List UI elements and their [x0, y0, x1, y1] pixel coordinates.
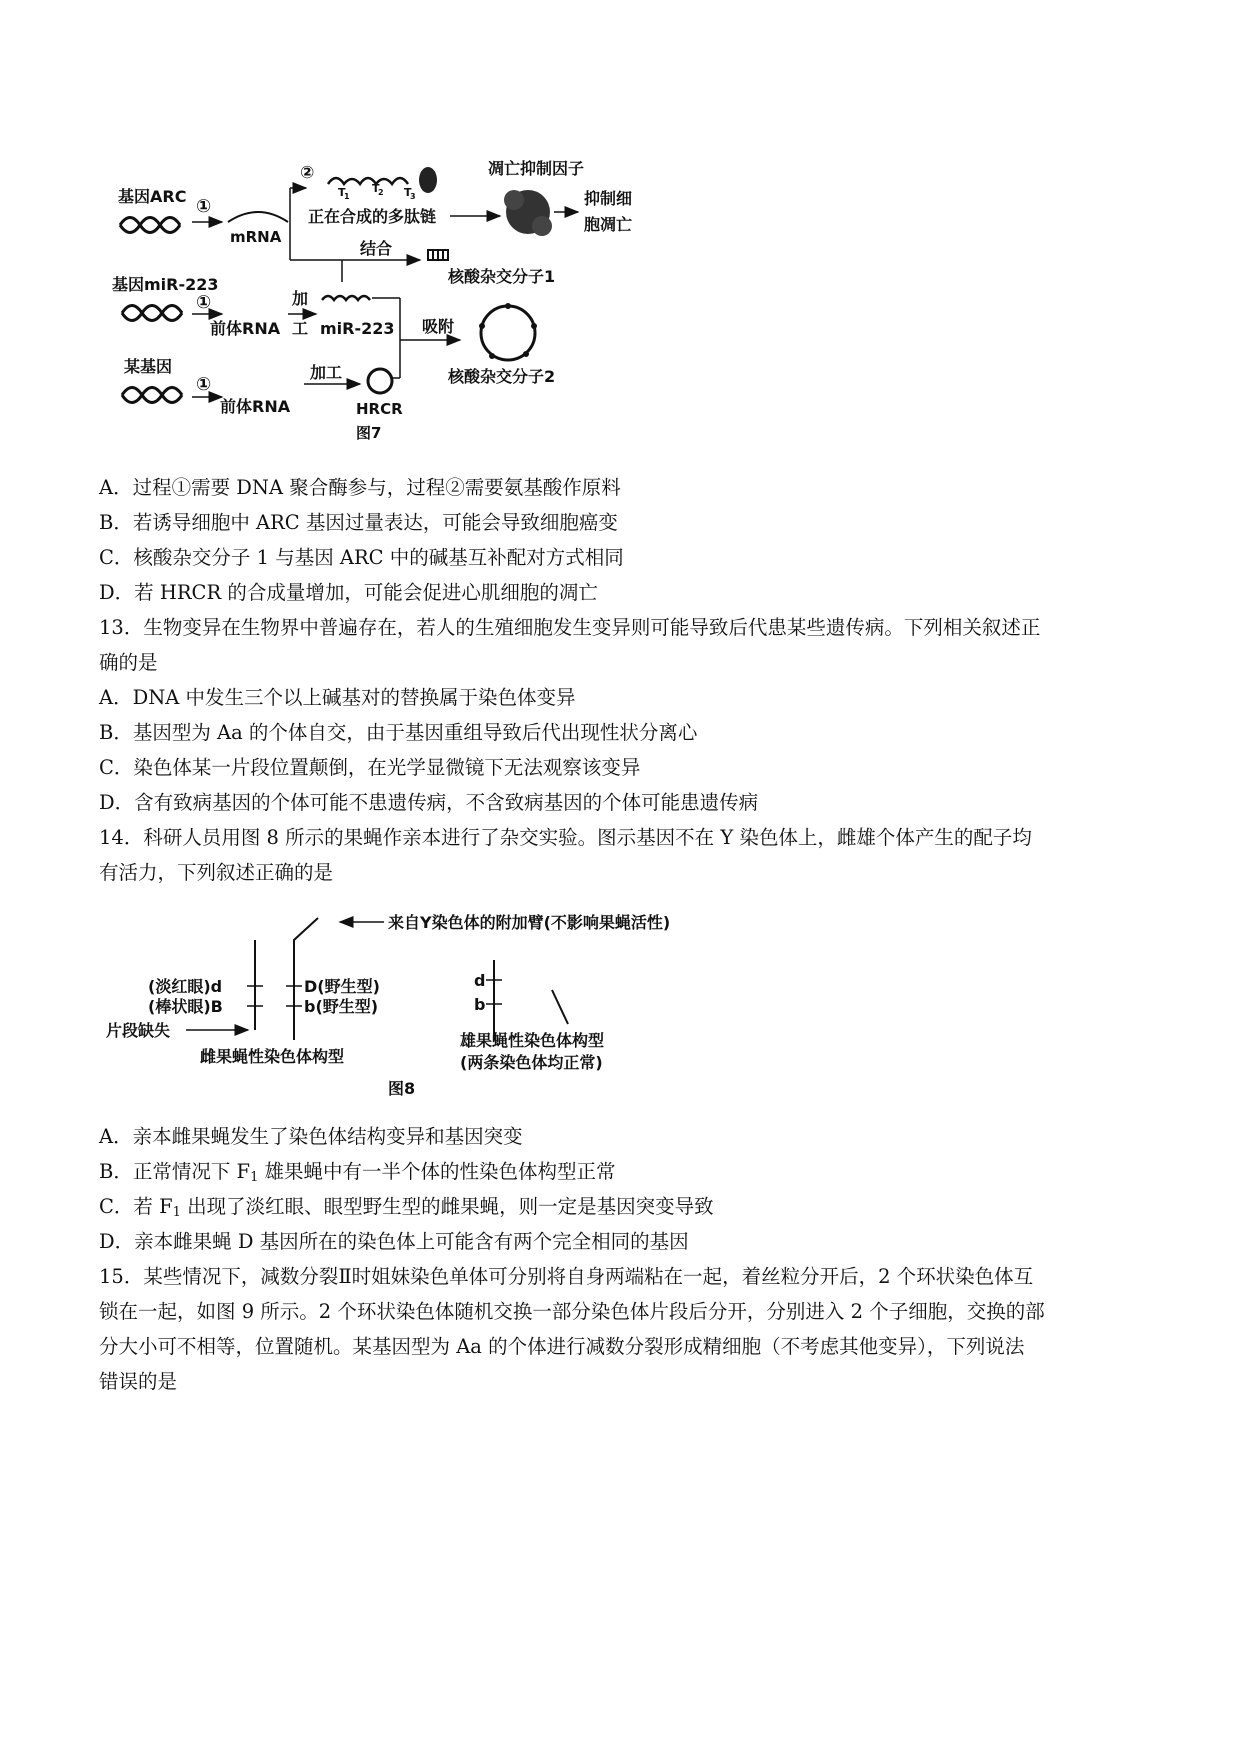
figure-8-caption: 图8	[388, 1079, 416, 1098]
q14-option-b	[99, 1159, 616, 1185]
dna-helix-icon	[120, 218, 180, 233]
step1-marker: ①	[196, 196, 212, 217]
hybrid-molecule-1-label: 核酸杂交分子1	[448, 267, 556, 286]
q14-option-a: A．亲本雌果蝇发生了染色体结构变异和基因突变	[99, 1125, 523, 1148]
figure-7-caption: 图7	[356, 424, 382, 442]
q13-stem-line2: 确的是	[99, 651, 158, 674]
male-config-label-2: (两条染色体均正常)	[460, 1053, 603, 1072]
step1-marker-2: ①	[196, 292, 212, 313]
q14-option-c-pre: C．若 F	[99, 1195, 173, 1218]
apoptosis-inhibitor-label: 凋亡抑制因子	[488, 159, 585, 178]
figure-7	[110, 150, 710, 450]
polypeptide-label: 正在合成的多肽链	[308, 207, 437, 226]
figure-8	[100, 900, 740, 1110]
q13-option-d: D．含有致病基因的个体可能不患遗传病，不含致病基因的个体可能患遗传病	[99, 791, 759, 814]
inhibit-apoptosis-label-2: 胞凋亡	[584, 215, 633, 234]
male-config-label-1: 雄果蝇性染色体构型	[460, 1031, 605, 1050]
mir223-label: miR-223	[320, 319, 395, 338]
apoptosis-inhibitor-protein-icon	[504, 190, 552, 236]
q14-option-d: D．亲本雌果蝇 D 基因所在的染色体上可能含有两个完全相同的基因	[99, 1230, 689, 1253]
q14-option-c-sub: 1	[172, 1205, 181, 1220]
pre-rna-label-2: 前体RNA	[220, 397, 291, 416]
t3-label: T	[404, 186, 412, 199]
dna-helix-icon	[122, 306, 182, 321]
q12-option-a: A．过程①需要 DNA 聚合酶参与，过程②需要氨基酸作原料	[99, 476, 621, 499]
q12-option-d: D．若 HRCR 的合成量增加，可能会促进心肌细胞的凋亡	[99, 581, 598, 604]
process-label: 加工	[310, 363, 343, 382]
t1-sub: 1	[344, 192, 350, 201]
q13-stem-line1: 13．生物变异在生物界中普遍存在，若人的生殖细胞发生变异则可能导致后代患某些遗传病。下列相关叙述正	[99, 616, 1041, 639]
male-b-label: b	[474, 995, 486, 1014]
ribosome-icon	[419, 167, 437, 193]
pre-rna-label-1: 前体RNA	[210, 319, 281, 338]
q15-line4: 错误的是	[99, 1370, 178, 1393]
hybrid-molecule-1-icon	[428, 250, 448, 260]
hrcr-label: HRCR	[356, 400, 403, 418]
q15-line3: 分大小可不相等，位置随机。某基因型为 Aa 的个体进行减数分裂形成精细胞（不考虑其他变异），下列说法	[99, 1335, 1025, 1358]
q13-option-a: A．DNA 中发生三个以上碱基对的替换属于染色体变异	[99, 686, 576, 709]
hrcr-ring-icon	[368, 369, 392, 393]
q14-option-b-pre: B．正常情况下 F	[99, 1160, 251, 1183]
q12-option-c: C．核酸杂交分子 1 与基因 ARC 中的碱基互补配对方式相同	[99, 546, 624, 569]
t2-sub: 2	[378, 188, 384, 197]
gene-arc-label: 基因ARC	[118, 187, 187, 206]
y-arm-label: 来自Y染色体的附加臂(不影响果蝇活性)	[388, 913, 671, 932]
inhibit-apoptosis-label-1: 抑制细	[584, 189, 633, 208]
bar-eye-label: (棒状眼)B	[148, 997, 223, 1016]
q14-option-c-post: 出现了淡红眼、眼型野生型的雌果蝇，则一定是基因突变导致	[180, 1195, 714, 1218]
q12-option-b: B．若诱导细胞中 ARC 基因过量表达，可能会导致细胞癌变	[99, 511, 618, 534]
mir223-icon	[322, 296, 370, 300]
wild-b-label: b(野生型)	[304, 997, 379, 1016]
q15-line2: 锁在一起，如图 9 所示。2 个环状染色体随机交换一部分染色体片段后分开，分别进入 2 个子细胞，交换的部	[99, 1300, 1045, 1323]
q14-option-b-sub: 1	[250, 1170, 259, 1185]
female-config-label: 雌果蝇性染色体构型	[200, 1047, 345, 1066]
q15-line1: 15．某些情况下，减数分裂Ⅱ时姐妹染色单体可分别将自身两端粘在一起，着丝粒分开后，2 个环状染色体互	[99, 1265, 1034, 1288]
male-d-label: d	[474, 971, 486, 990]
some-gene-label: 某基因	[124, 357, 173, 376]
hybrid-molecule-2-label: 核酸杂交分子2	[448, 367, 556, 386]
q14-option-c	[99, 1194, 714, 1220]
bind-label: 结合	[360, 239, 393, 258]
mrna-label: mRNA	[230, 228, 282, 246]
male-y-chromosome	[552, 990, 568, 1024]
q13-option-b: B．基因型为 Aa 的个体自交，由于基因重组导致后代出现性状分离心	[99, 721, 698, 744]
q13-option-c: C．染色体某一片段位置颠倒，在光学显微镜下无法观察该变异	[99, 756, 641, 779]
process-label-1: 加	[292, 289, 309, 308]
step1-marker-3: ①	[196, 374, 212, 395]
t3-sub: 3	[410, 192, 416, 201]
q14-stem-line2: 有活力，下列叙述正确的是	[99, 861, 334, 884]
step2-marker: ②	[300, 163, 315, 183]
gene-mir223-label: 基因miR-223	[112, 275, 219, 294]
deletion-label: 片段缺失	[106, 1021, 171, 1040]
process-label-2: 工	[292, 319, 309, 338]
t2-label: T	[372, 182, 380, 195]
wild-d-label: D(野生型)	[304, 977, 380, 996]
t1-label: T	[338, 186, 346, 199]
dna-helix-icon	[122, 388, 182, 403]
hybrid-molecule-2-icon	[479, 303, 537, 360]
q14-option-b-post: 雄果蝇中有一半个体的性染色体构型正常	[258, 1160, 616, 1183]
adsorb-label: 吸附	[422, 317, 455, 336]
pink-eye-label: (淡红眼)d	[148, 977, 223, 996]
q14-stem-line1: 14．科研人员用图 8 所示的果蝇作亲本进行了杂交实验。图示基因不在 Y 染色体上，雌雄个体产生的配子均	[99, 826, 1032, 849]
